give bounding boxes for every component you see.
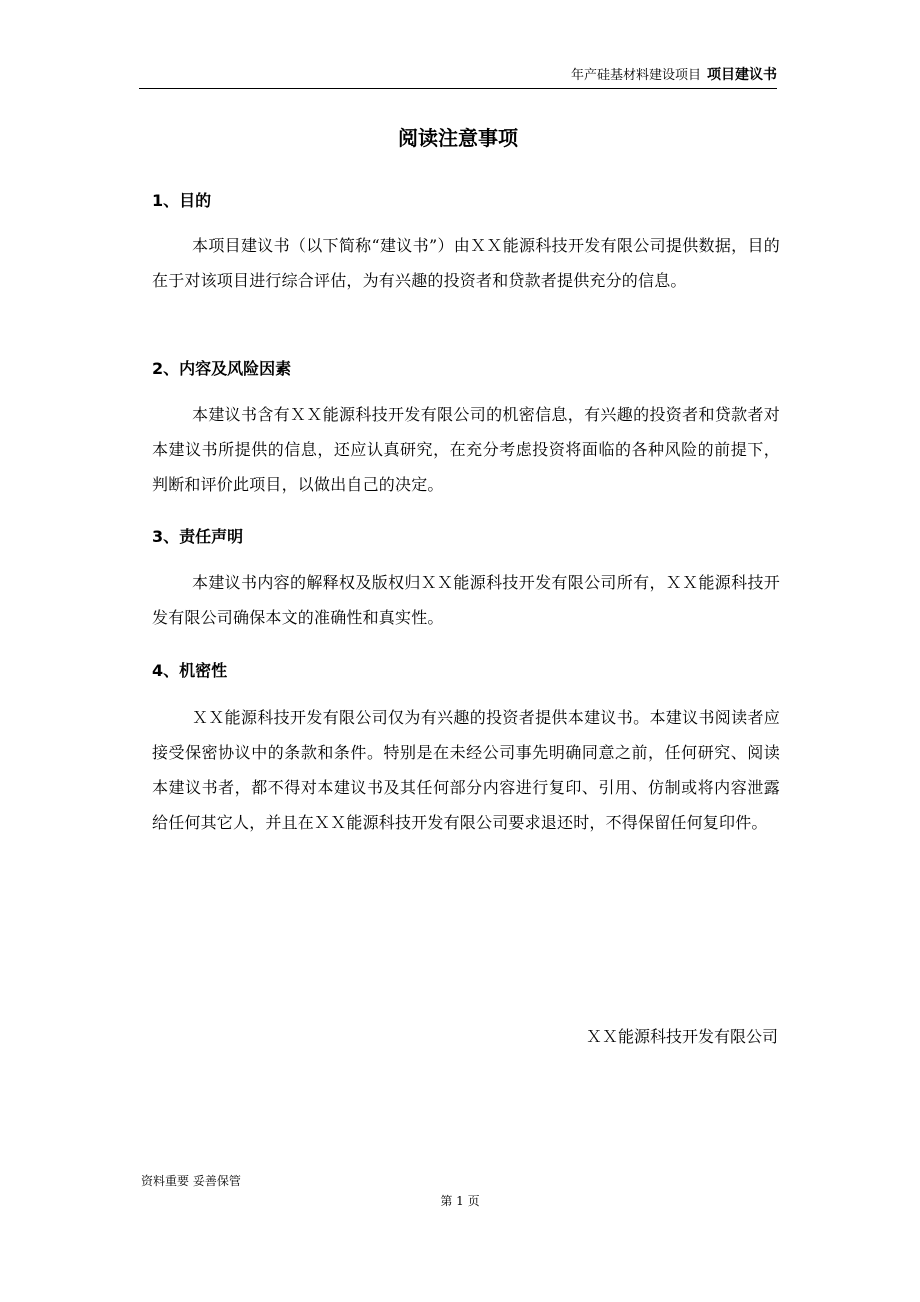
header-doc-type: 项目建议书 <box>707 67 777 83</box>
section-heading-liability: 3、责任声明 <box>152 527 244 546</box>
section-body-content-risks: 本建议书含有ＸＸ能源科技开发有限公司的机密信息，有兴趣的投资者和贷款者对本建议书所提供的信息，还应认真研究，在充分考虑投资将面临的各种风险的前提下，判断和评价此项目，以做出自己的决定。 <box>152 405 780 494</box>
section-heading-purpose: 1、目的 <box>152 191 212 210</box>
header-divider <box>139 88 777 89</box>
company-signature: ＸＸ能源科技开发有限公司 <box>585 1027 778 1046</box>
section-heading-confidentiality: 4、机密性 <box>152 661 228 680</box>
section-body-confidentiality: ＸＸ能源科技开发有限公司仅为有兴趣的投资者提供本建议书。本建议书阅读者应接受保密协议中的条款和条件。特别是在未经公司事先明确同意之前，任何研究、阅读本建议书者，都不得对本建议书及其任何部分内容进行复印、引用、仿制或将内容泄露给任何其它人，并且在ＸＸ能源科技开发有限公司要求退还时，不得保留任何复印件。 <box>152 708 780 832</box>
page-header <box>139 66 777 88</box>
section-body-liability: 本建议书内容的解释权及版权归ＸＸ能源科技开发有限公司所有，ＸＸ能源科技开发有限公司确保本文的准确性和真实性。 <box>152 573 780 627</box>
section-body-purpose: 本项目建议书（以下简称“建议书”）由ＸＸ能源科技开发有限公司提供数据，目的在于对该项目进行综合评估，为有兴趣的投资者和贷款者提供充分的信息。 <box>152 236 780 290</box>
page-number: 第 1 页 <box>440 1194 480 1208</box>
footer-note: 资料重要 妥善保管 <box>141 1174 241 1188</box>
section-heading-content-risks: 2、内容及风险因素 <box>152 359 292 378</box>
page-title: 阅读注意事项 <box>398 126 518 150</box>
header-project-name: 年产硅基材料建设项目 <box>570 68 701 83</box>
